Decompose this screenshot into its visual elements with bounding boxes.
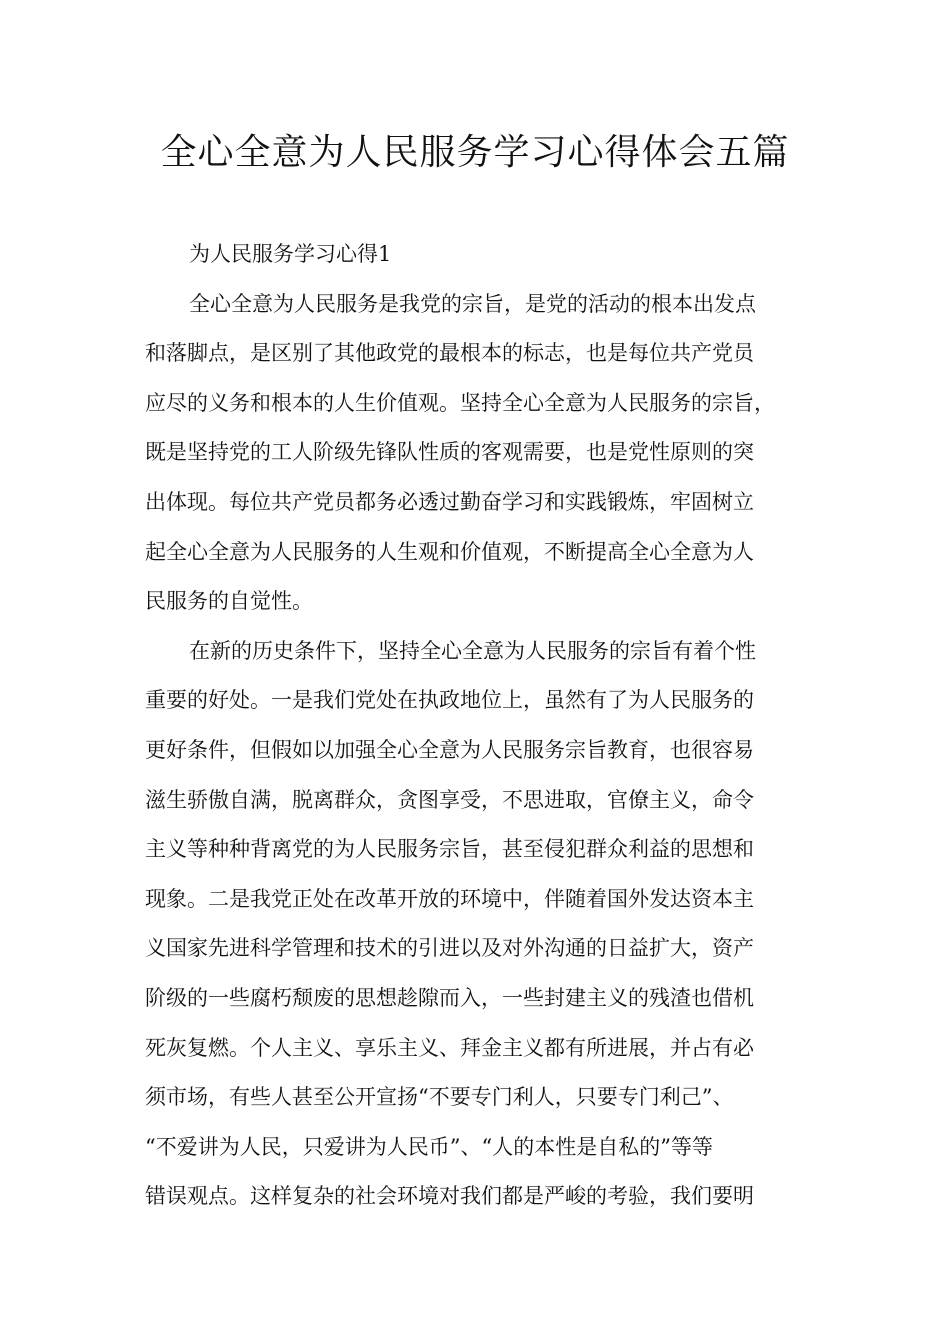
document-body — [145, 230, 825, 1222]
paragraph-line: 须市场，有些人甚至公开宣扬“不要专门利人，只要专门利己”、 — [145, 1085, 734, 1110]
document-title: 全心全意为人民服务学习心得体会五篇 — [160, 132, 790, 173]
paragraph-line: 在新的历史条件下，坚持全心全意为人民服务的宗旨有着个性 — [189, 638, 756, 663]
paragraph-line: 死灰复燃。个人主义、享乐主义、拜金主义都有所进展，并占有必 — [145, 1035, 754, 1060]
paragraph-line: 全心全意为人民服务是我党的宗旨，是党的活动的根本出发点 — [189, 291, 756, 316]
paragraph-line: 民服务的自觉性。 — [145, 589, 313, 614]
paragraph-line: 出体现。每位共产党员都务必透过勤奋学习和实践锻炼，牢固树立 — [145, 489, 754, 514]
paragraph-line: 更好条件，但假如以加强全心全意为人民服务宗旨教育，也很容易 — [145, 737, 754, 762]
paragraph-line: 主义等种种背离党的为人民服务宗旨，甚至侵犯群众利益的思想和 — [145, 837, 754, 862]
paragraph-line: 和落脚点，是区别了其他政党的最根本的标志，也是每位共产党员 — [145, 341, 754, 366]
paragraph-line: 义国家先进科学管理和技术的引进以及对外沟通的日益扩大，资产 — [145, 936, 754, 961]
paragraph-line: 滋生骄傲自满，脱离群众，贪图享受，不思进取，官僚主义，命令 — [145, 787, 754, 812]
paragraph-line: 错误观点。这样复杂的社会环境对我们都是严峻的考验，我们要明 — [145, 1184, 754, 1209]
paragraph-line: 现象。二是我党正处在改革开放的环境中，伴随着国外发达资本主 — [145, 886, 754, 911]
paragraph-line: 重要的好处。一是我们党处在执政地位上，虽然有了为人民服务的 — [145, 688, 754, 713]
paragraph-line: 既是坚持党的工人阶级先锋队性质的客观需要，也是党性原则的突 — [145, 440, 754, 465]
paragraph-line: 起全心全意为人民服务的人生观和价值观，不断提高全心全意为人 — [145, 539, 754, 564]
paragraph-line: 阶级的一些腐朽颓废的思想趁隙而入，一些封建主义的残渣也借机 — [145, 985, 754, 1010]
paragraph-line: 应尽的义务和根本的人生价值观。坚持全心全意为人民服务的宗旨， — [145, 390, 775, 415]
section-heading: 为人民服务学习心得1 — [189, 242, 392, 266]
paragraph-line: “不爱讲为人民，只爱讲为人民币”、“人的本性是自私的”等等 — [145, 1134, 713, 1159]
